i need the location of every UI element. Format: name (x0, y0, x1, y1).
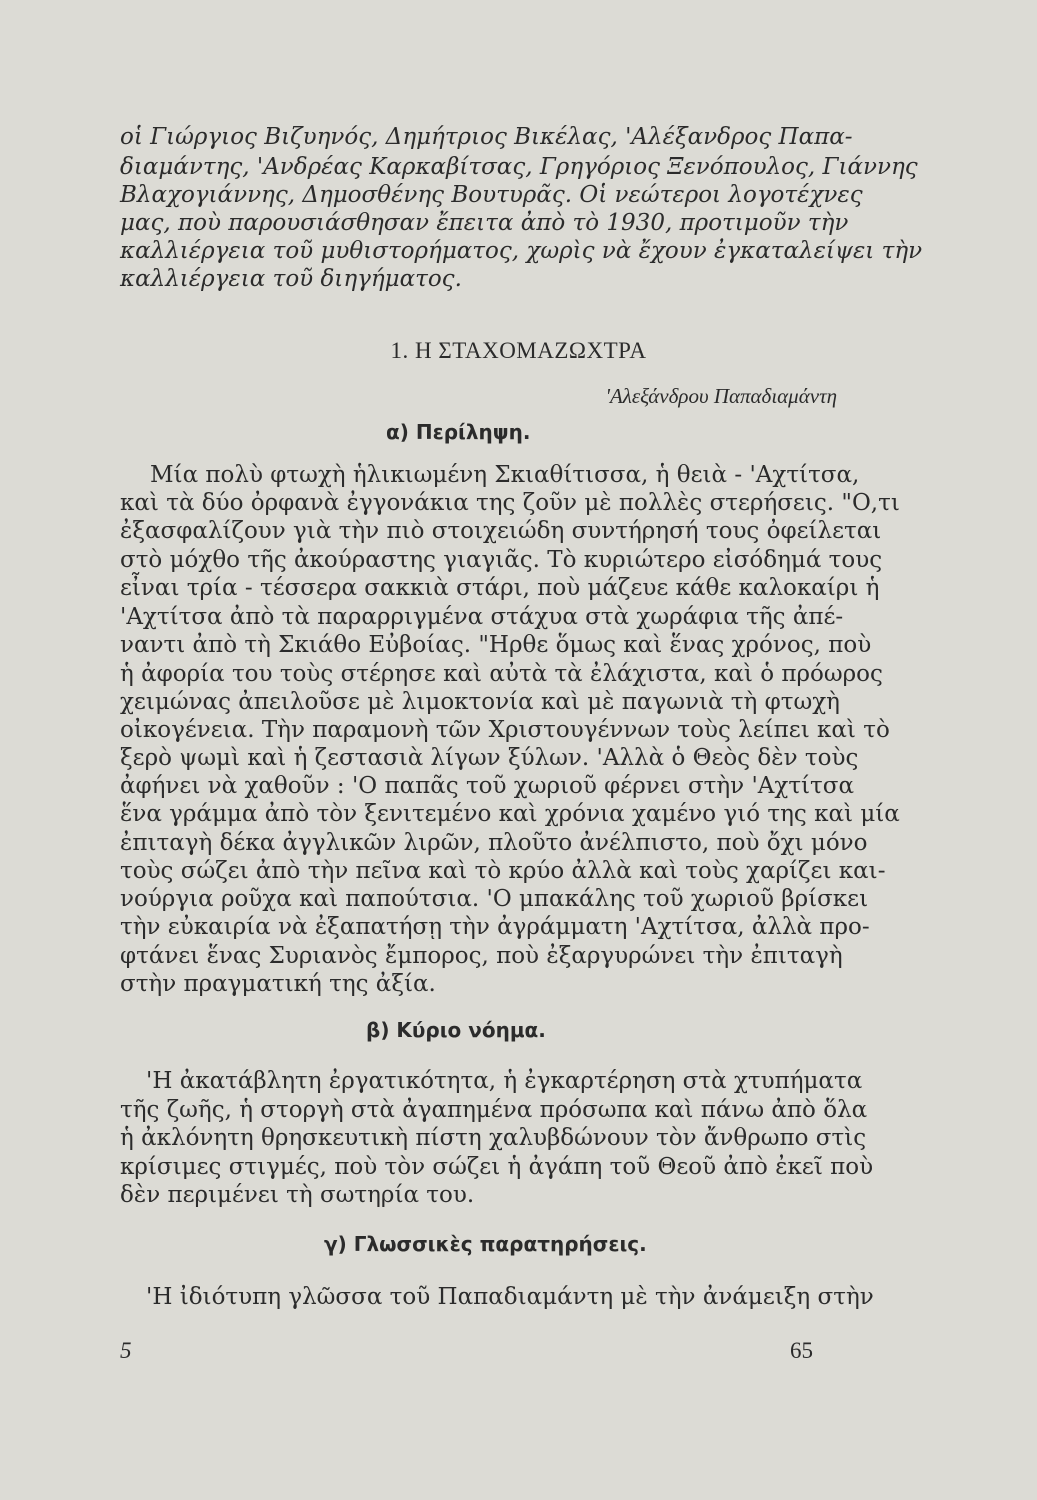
summary-line: χειμώνας ἀπειλοῦσε μὲ λιμοκτονία καὶ μὲ παγωνιὰ τὴ φτωχὴ (120, 689, 840, 715)
summary-line: τὴν εὐκαιρία νὰ ἐξαπατήσῃ τὴν ἀγράμματη 'Αχτίτσα, ἀλλὰ προ- (120, 914, 870, 940)
section-heading-summary: α) Περίληψη. (386, 420, 531, 444)
summary-line: 'Αχτίτσα ἀπὸ τὰ παραρριγμένα στάχυα στὰ χωράφια τῆς ἀπέ- (120, 604, 844, 630)
summary-line: καὶ τὰ δύο ὀρφανὰ ἐγγονάκια της ζοῦν μὲ πολλὲς στερήσεις. "Ο,τι (120, 490, 900, 516)
intro-line: καλλιέργεια τοῦ διηγήματος. (120, 266, 462, 292)
intro-line: καλλιέργεια τοῦ μυθιστορήματος, χωρὶς νὰ ἔχουν ἐγκαταλείψει τὴν (120, 238, 923, 264)
signature-mark: 5 (120, 1338, 132, 1363)
intro-line: Βλαχογιάννης, Δημοσθένης Βουτυρᾶς. Οἱ νεώτεροι λογοτέχνες (120, 182, 863, 208)
summary-line: τοὺς σώζει ἀπὸ τὴν πεῖνα καὶ τὸ κρύο ἀλλὰ καὶ τοὺς χαρίζει και- (120, 858, 886, 884)
main-idea-line: 'Η ἀκατάβλητη ἐργατικότητα, ἡ ἐγκαρτέρηση στὰ χτυπήματα (146, 1068, 863, 1094)
summary-line: ἡ ἀφορία του τοὺς στέρησε καὶ αὐτὰ τὰ ἐλάχιστα, καὶ ὁ πρόωρος (120, 661, 883, 687)
summary-line: οἰκογένεια. Τὴν παραμονὴ τῶν Χριστουγέννων τοὺς λείπει καὶ τὸ (120, 717, 890, 743)
summary-line: νούργια ροῦχα καὶ παπούτσια. 'Ο μπακάλης τοῦ χωριοῦ βρίσκει (120, 886, 869, 912)
summary-line: ἕνα γράμμα ἀπὸ τὸν ξενιτεμένο καὶ χρόνια χαμένο γιό της καὶ μία (120, 801, 900, 827)
summary-line: στὸ μόχθο τῆς ἀκούραστης γιαγιᾶς. Τὸ κυριώτερο εἰσόδημά τους (120, 547, 883, 573)
summary-line: ἀφήνει νὰ χαθοῦν : 'Ο παπᾶς τοῦ χωριοῦ φέρνει στὴν 'Αχτίτσα (120, 773, 855, 799)
summary-line: ἐπιταγὴ δέκα ἀγγλικῶν λιρῶν, πλοῦτο ἀνέλπιστο, ποὺ ὄχι μόνο (120, 830, 868, 856)
main-idea-line: τῆς ζωῆς, ἡ στοργὴ στὰ ἀγαπημένα πρόσωπα καὶ πάνω ἀπὸ ὅλα (120, 1097, 868, 1123)
main-idea-line: κρίσιμες στιγμές, ποὺ τὸν σώζει ἡ ἀγάπη τοῦ Θεοῦ ἀπὸ ἐκεῖ ποὺ (120, 1154, 874, 1180)
summary-line: ξερὸ ψωμὶ καὶ ἡ ζεστασιὰ λίγων ξύλων. 'Αλλὰ ὁ Θεὸς δὲν τοὺς (120, 745, 859, 771)
story-author: 'Αλεξάνδρου Παπαδιαμάντη (605, 384, 837, 408)
intro-line: μας, ποὺ παρουσιάσθησαν ἔπειτα ἀπὸ τὸ 1930, προτιμοῦν τὴν (120, 210, 849, 236)
intro-line: οἱ Γιώργιος Βιζυηνός, Δημήτριος Βικέλας, 'Αλέξανδρος Παπα- (120, 124, 853, 150)
story-title: 1. Η ΣΤΑΧΟΜΑΖΩΧΤΡΑ (390, 338, 647, 363)
section-heading-main-idea: β) Κύριο νόημα. (366, 1018, 546, 1042)
intro-line: διαμάντης, 'Ανδρέας Καρκαβίτσας, Γρηγόριος Ξενόπουλος, Γιάννης (120, 154, 918, 180)
summary-line: στὴν πραγματική της ἀξία. (120, 971, 436, 997)
summary-line: Μία πολὺ φτωχὴ ἡλικιωμένη Σκιαθίτισσα, ἡ θειὰ - 'Αχτίτσα, (150, 462, 860, 488)
summary-line: ναντι ἀπὸ τὴ Σκιάθο Εὐβοίας. "Ηρθε ὅμως καὶ ἕνας χρόνος, ποὺ (120, 632, 872, 658)
main-idea-line: ἡ ἀκλόνητη θρησκευτικὴ πίστη χαλυβδώνουν τὸν ἄνθρωπο στὶς (120, 1125, 867, 1151)
main-idea-line: δὲν περιμένει τὴ σωτηρία του. (120, 1182, 475, 1208)
summary-line: ἐξασφαλίζουν γιὰ τὴν πιὸ στοιχειώδη συντήρησή τους ὀφείλεται (120, 518, 882, 544)
section-heading-language: γ) Γλωσσικὲς παρατηρήσεις. (324, 1232, 647, 1256)
summary-line: εἶναι τρία - τέσσερα σακκιὰ στάρι, ποὺ μάζευε κάθε καλοκαίρι ἡ (120, 575, 880, 601)
summary-line: φτάνει ἕνας Συριανὸς ἔμπορος, ποὺ ἐξαργυρώνει τὴν ἐπιταγὴ (120, 943, 843, 969)
page-number: 65 (790, 1338, 813, 1363)
language-line: 'Η ἰδιότυπη γλῶσσα τοῦ Παπαδιαμάντη μὲ τὴν ἀνάμειξη στὴν (146, 1284, 874, 1310)
